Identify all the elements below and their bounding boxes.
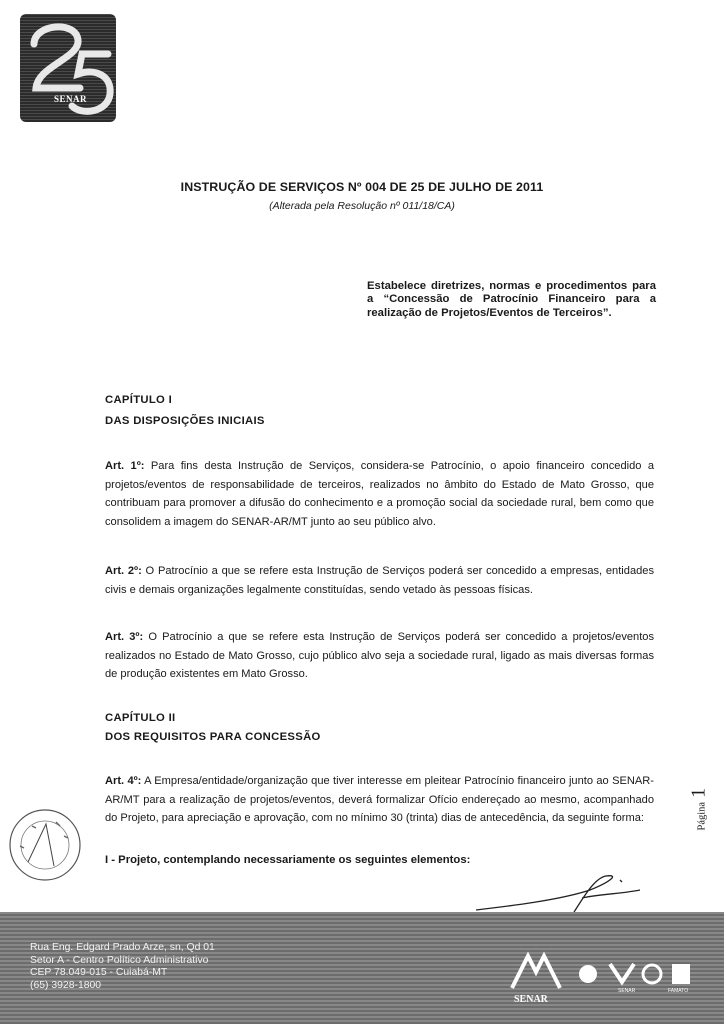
chapter-2-subtitle: DOS REQUISITOS PARA CONCESSÃO [105, 731, 321, 743]
footer-address-line-4: (65) 3928-1800 [30, 979, 102, 991]
chapter-1-subtitle: DAS DISPOSIÇÕES INICIAIS [105, 415, 265, 427]
article-4-text: A Empresa/entidade/organização que tiver interesse em pleitear Patrocínio financeiro junto ao SENAR-AR/MT para a realização de projetos/eventos, deverá formalizar Ofício endereçado ao mesmo, acompanhado do Projeto, para apreciação e aprovação, com no mínimo 30 (trinta) dias de antecedência, da seguinte forma: [105, 775, 654, 824]
article-1-text: Para fins desta Instrução de Serviços, considera-se Patrocínio, o apoio financeiro concedido a projetos/eventos de responsabilidade de terceiros, realizados no âmbito do Estado de Mato Grosso, que contribuam para promover a difusão do conhecimento e a promoção social da sociedade rural, bem como que consolidem a imagem do SENAR-AR/MT junto ao seu público alvo. [105, 460, 655, 528]
page-marker [688, 760, 710, 830]
partner-logo-2-icon [610, 964, 634, 982]
page-label: Página [696, 801, 708, 831]
famato-logo-icon [672, 964, 690, 984]
footer-address-line-1: Rua Eng. Edgard Prado Arze, sn, Qd 01 [30, 942, 215, 953]
partner-logo-3-icon [643, 965, 661, 983]
article-3 [105, 628, 654, 684]
article-4 [105, 772, 654, 828]
article-3-label: Art. 3º: [105, 631, 144, 643]
article-3-text: O Patrocínio a que se refere esta Instrução de Serviços poderá ser concedido a projetos/eventos realizados no Estado de Mato Grosso, cujo público alvo seja a sociedade rural, ligado as mais diversas formas de produção existentes em Mato Grosso. [105, 631, 654, 680]
page-number: 1 [687, 787, 710, 798]
footer-logo-label-1: SENAR [618, 988, 636, 994]
chapter-1-title: CAPÍTULO I [105, 394, 173, 406]
chapter-2-title: CAPÍTULO II [105, 712, 176, 724]
partner-logo-1-icon [579, 965, 597, 983]
footer-address-line-2: Setor A - Centro Político Administrativo [30, 954, 209, 966]
article-1 [105, 457, 654, 531]
document-subtitle: (Alterada pela Resolução nº 011/18/CA) [269, 200, 455, 212]
footer-address [30, 942, 215, 992]
senar-mark-icon [512, 956, 560, 988]
article-1-label: Art. 1º: [105, 460, 145, 472]
ementa-text: Estabelece diretrizes, normas e procedimentos para a “Concessão de Patrocínio Financeiro para a realização de Projetos/Eventos de Terceiros”. [367, 280, 656, 319]
footer-logo-label-2: FAMATO [668, 988, 689, 994]
article-2 [105, 562, 654, 599]
article-2-text: O Patrocínio a que se refere esta Instrução de Serviços poderá ser concedido a empresas, entidades civis e demais organizações legalmente constituídas, sendo vetado às pessoas físicas. [105, 565, 655, 596]
senar-25-years-logo [20, 14, 116, 122]
article-4-label: Art. 4º: [105, 775, 142, 787]
footer-banner [0, 912, 724, 1024]
logo-25-graphic [20, 14, 116, 122]
signature [470, 860, 660, 916]
logo-text: SENAR [54, 94, 88, 104]
legal-department-stamp [6, 806, 84, 884]
footer-address-line-3: CEP 78.049-015 - Cuiabá-MT [30, 967, 168, 978]
item-1-heading: I - Projeto, contemplando necessariamente os seguintes elementos: [105, 854, 471, 866]
document-title: INSTRUÇÃO DE SERVIÇOS Nº 004 DE 25 DE JULHO DE 2011 [180, 180, 544, 194]
footer-senar-label: SENAR [514, 994, 548, 1005]
article-2-label: Art. 2º: [105, 565, 142, 577]
